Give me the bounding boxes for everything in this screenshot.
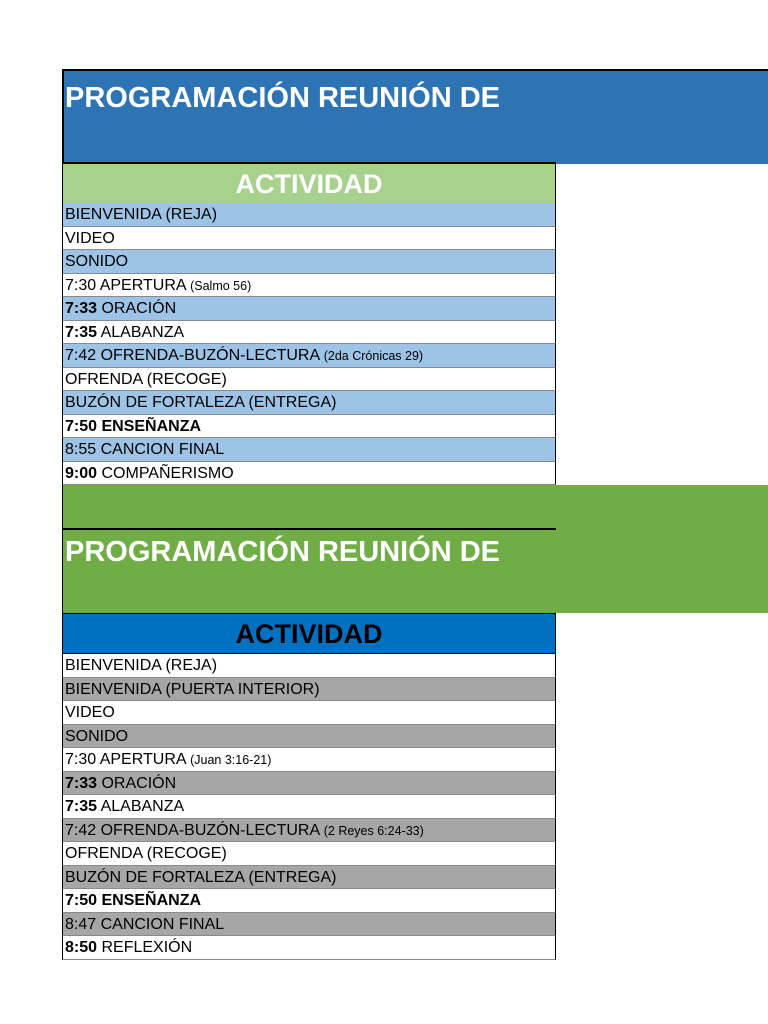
table-row — [62, 678, 556, 702]
table-row — [62, 415, 556, 439]
row-time: 8:50 — [65, 939, 98, 956]
table-row — [62, 936, 556, 960]
section2-activity-list — [62, 654, 556, 960]
row-label: CANCION FINAL — [100, 441, 225, 458]
row-time: 7:33 — [65, 300, 98, 317]
row-label: BIENVENIDA (REJA) — [65, 206, 218, 223]
table-row — [62, 913, 556, 937]
row-label: SONIDO — [65, 727, 129, 745]
row-label: VIDEO — [65, 229, 115, 247]
table-row — [62, 203, 556, 227]
row-reference: (Juan 3:16-21) — [190, 753, 272, 767]
row-time: 7:35 — [65, 798, 98, 815]
row-time: 7:42 — [65, 347, 97, 364]
table-row — [62, 297, 556, 321]
section1-title: PROGRAMACIÓN REUNIÓN DE — [65, 82, 501, 114]
row-time: 8:47 — [65, 915, 97, 933]
table-row — [62, 391, 556, 415]
row-label: BUZÓN DE FORTALEZA (ENTREGA) — [65, 868, 337, 886]
row-time: 9:00 — [65, 464, 98, 482]
table-row — [62, 368, 556, 392]
row-label: BIENVENIDA (REJA) — [65, 657, 218, 674]
section2-band-divider — [62, 528, 556, 530]
table-row — [62, 866, 556, 890]
row-reference: (2 Reyes 6:24-33) — [323, 823, 424, 838]
table-row — [62, 842, 556, 866]
table-row — [62, 889, 556, 913]
row-label: APERTURA — [99, 276, 186, 294]
row-label: SONIDO — [65, 253, 129, 270]
row-label: BIENVENIDA (PUERTA INTERIOR) — [65, 680, 320, 698]
table-row — [62, 321, 556, 345]
row-time: 7:42 — [65, 821, 97, 839]
table-row — [62, 438, 556, 462]
row-time: 7:50 — [65, 417, 98, 435]
row-time: 8:55 — [65, 441, 97, 458]
section1-header: ACTIVIDAD — [62, 164, 556, 204]
section2-header: ACTIVIDAD — [62, 613, 556, 654]
row-label: VIDEO — [65, 704, 115, 721]
row-label: COMPAÑERISMO — [101, 464, 234, 482]
row-time: 7:50 — [65, 892, 98, 909]
row-reference: (2da Crónicas 29) — [323, 349, 424, 363]
row-label: OFRENDA (RECOGE) — [65, 845, 227, 862]
section1-activity-list — [62, 203, 556, 485]
row-label: BUZÓN DE FORTALEZA (ENTREGA) — [65, 394, 337, 411]
row-label: ALABANZA — [100, 798, 185, 815]
row-time: 7:30 — [65, 276, 97, 294]
table-row — [62, 795, 556, 819]
row-label: OFRENDA-BUZÓN-LECTURA — [100, 821, 320, 839]
table-row — [62, 701, 556, 725]
row-label: OFRENDA-BUZÓN-LECTURA — [100, 347, 320, 364]
table-row — [62, 344, 556, 368]
row-time: 7:33 — [65, 774, 98, 792]
table-row — [62, 772, 556, 796]
table-row — [62, 250, 556, 274]
row-time: 7:35 — [65, 323, 98, 341]
row-label: ENSEÑANZA — [101, 417, 202, 435]
table-row — [62, 227, 556, 251]
table-row — [62, 654, 556, 678]
row-label: REFLEXIÓN — [101, 939, 193, 956]
table-row — [62, 748, 556, 772]
table-row — [62, 462, 556, 486]
row-label: APERTURA — [99, 751, 186, 768]
table-row — [62, 725, 556, 749]
row-label: ORACIÓN — [101, 774, 177, 792]
row-label: ALABANZA — [100, 323, 185, 341]
row-label: OFRENDA (RECOGE) — [65, 370, 227, 388]
row-label: CANCION FINAL — [100, 915, 225, 933]
section2-title: PROGRAMACIÓN REUNIÓN DE — [65, 536, 501, 568]
row-time: 7:30 — [65, 751, 97, 768]
table-row — [62, 274, 556, 298]
table-row — [62, 819, 556, 843]
row-label: ENSEÑANZA — [101, 892, 202, 909]
row-reference: (Salmo 56) — [190, 278, 252, 293]
row-label: ORACIÓN — [101, 300, 177, 317]
